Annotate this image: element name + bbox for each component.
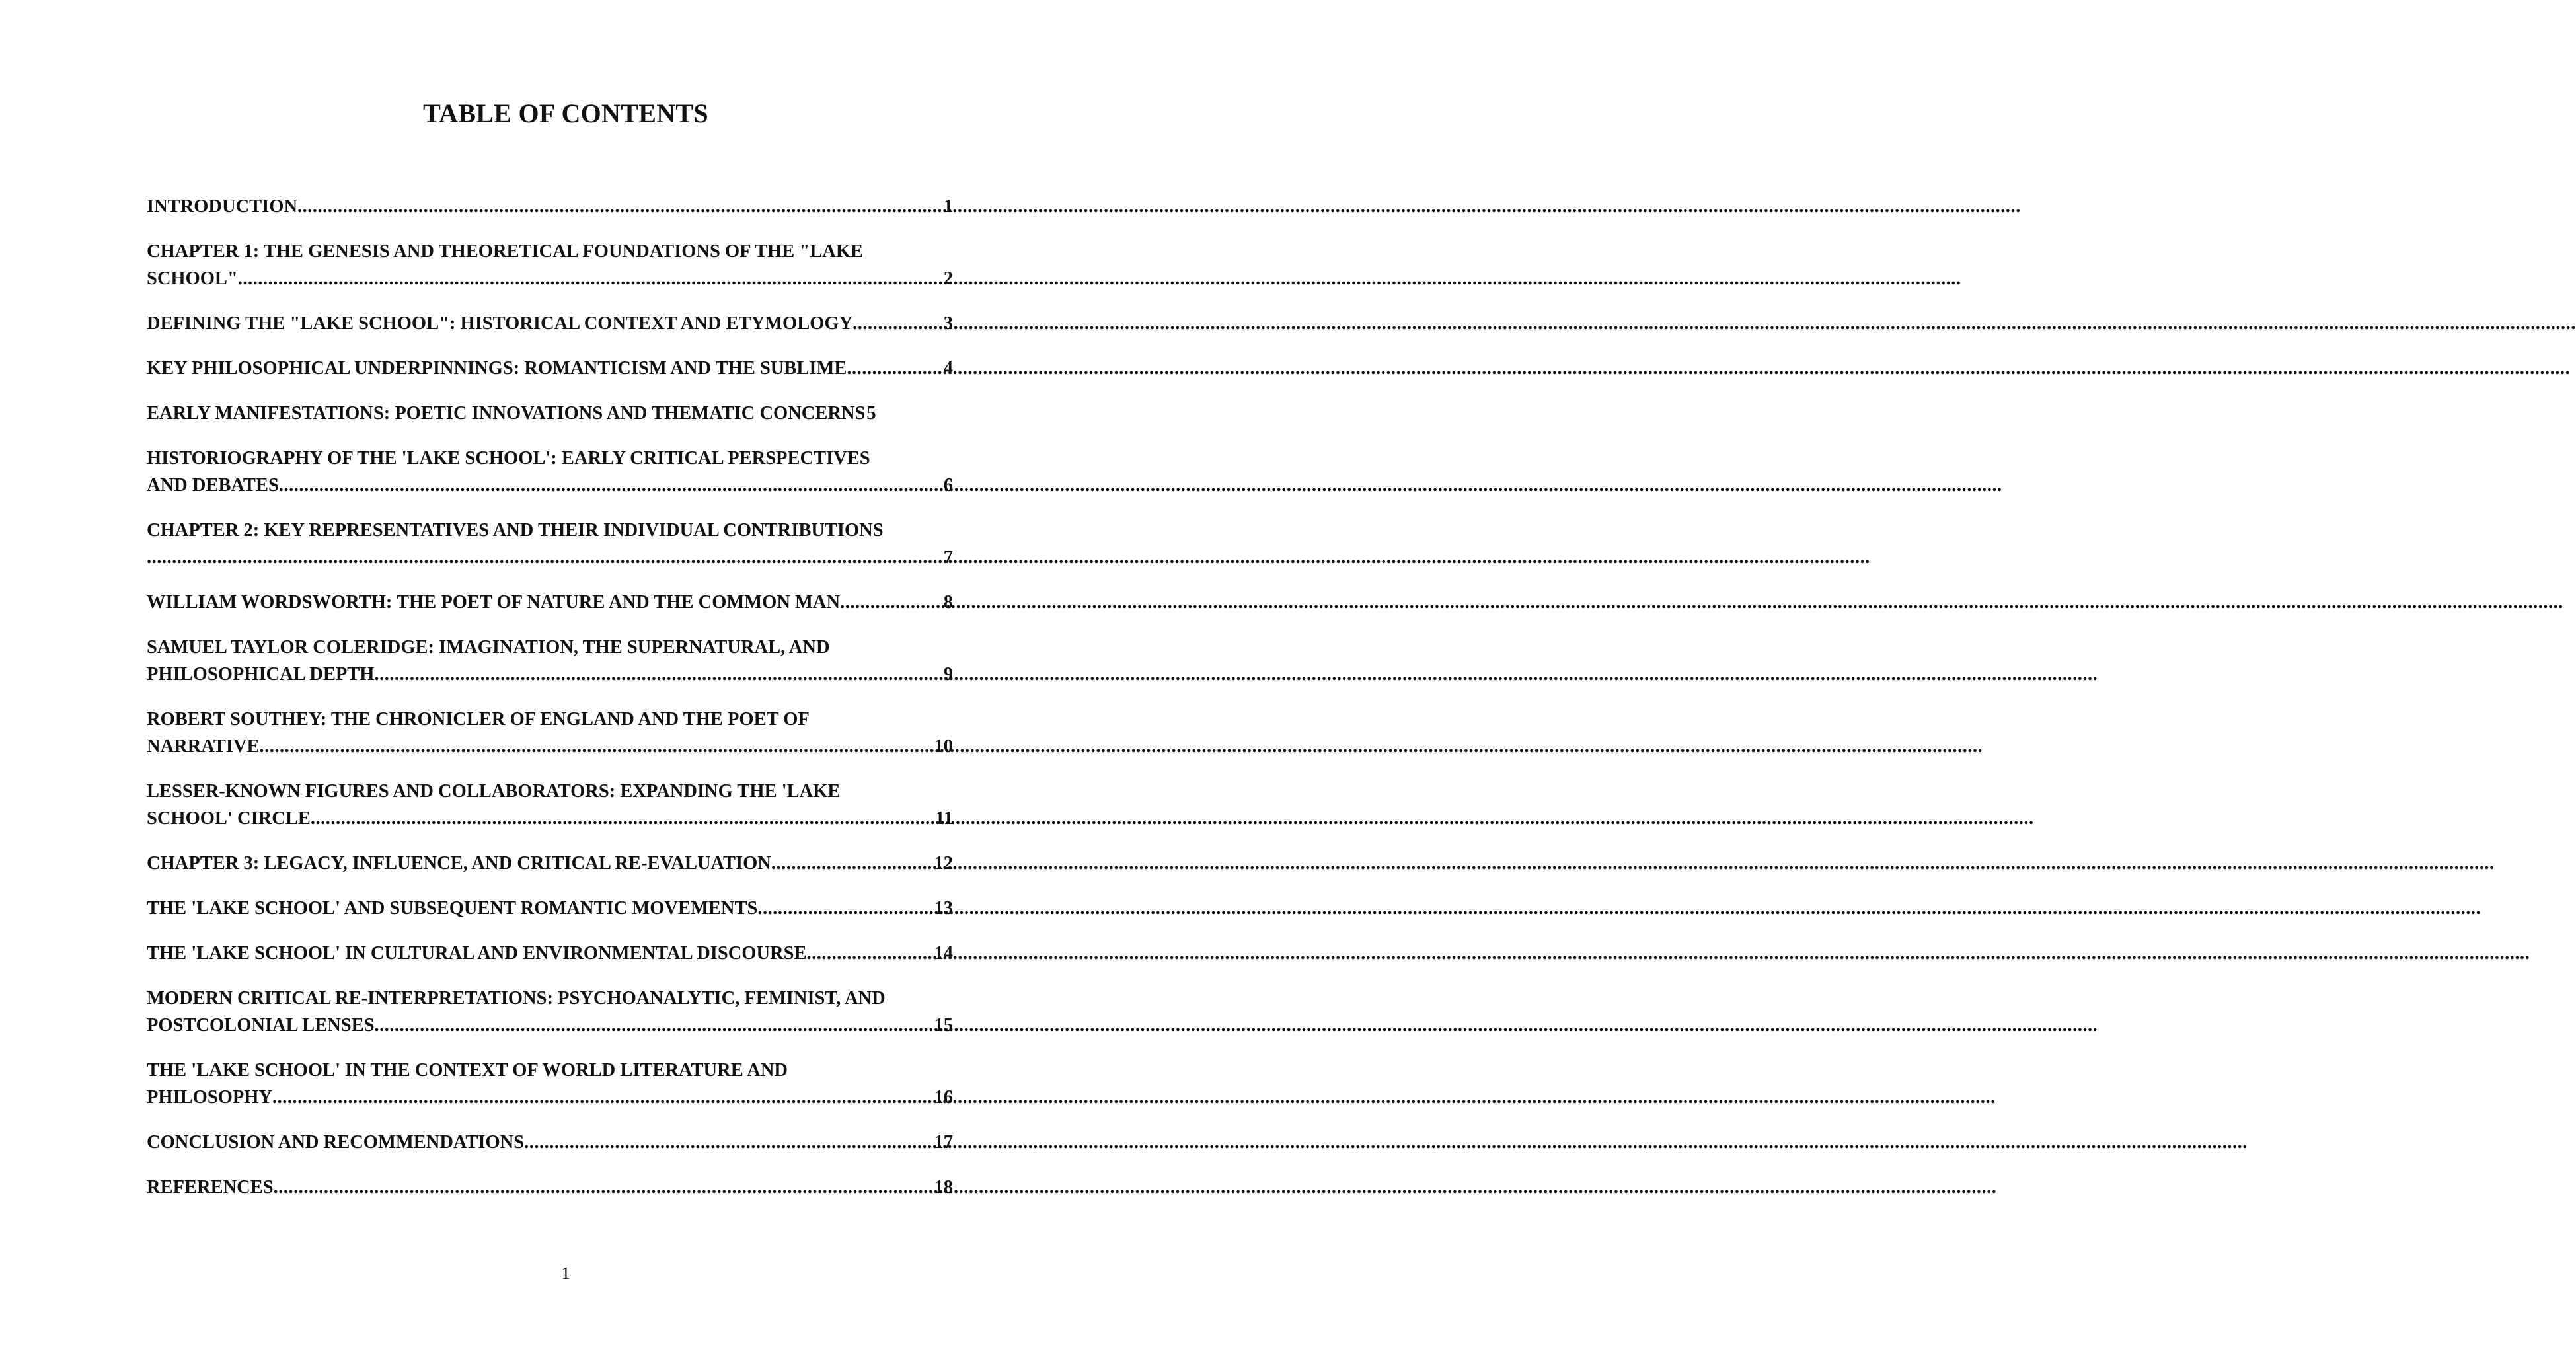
toc-page-number: 3 xyxy=(943,313,953,334)
toc-entry-title: CHAPTER 3: LEGACY, INFLUENCE, AND CRITICAL RE-EVALUATION xyxy=(147,853,771,874)
toc-entry-title: SAMUEL TAYLOR COLERIDGE: IMAGINATION, THE SUPERNATURAL, AND xyxy=(147,637,830,658)
toc-entry-title: REFERENCES xyxy=(147,1177,274,1197)
toc-entry[interactable] xyxy=(147,778,953,832)
dot-leader xyxy=(260,733,933,760)
dot-leader xyxy=(852,310,942,337)
toc-page-number: 8 xyxy=(943,592,953,613)
toc-entry[interactable] xyxy=(147,517,953,571)
toc-page-number: 13 xyxy=(934,898,953,919)
toc-page-number: 7 xyxy=(943,547,953,568)
toc-page-number: 10 xyxy=(934,736,953,757)
toc-entry-title-continued: AND DEBATES xyxy=(147,475,279,496)
document-page xyxy=(0,0,1057,1368)
dot-leader xyxy=(374,661,942,688)
toc-entry[interactable] xyxy=(147,1174,953,1201)
toc-entry-title: ROBERT SOUTHEY: THE CHRONICLER OF ENGLAND AND THE POET OF xyxy=(147,709,810,730)
toc-entry-title: THE 'LAKE SCHOOL' AND SUBSEQUENT ROMANTIC MOVEMENTS xyxy=(147,898,758,919)
toc-entry-title: DEFINING THE "LAKE SCHOOL": HISTORICAL CONTEXT AND ETYMOLOGY xyxy=(147,313,853,334)
dot-leader xyxy=(238,265,942,292)
toc-page-number: 6 xyxy=(943,475,953,496)
toc-entry-title: THE 'LAKE SCHOOL' IN CULTURAL AND ENVIRONMENTAL DISCOURSE xyxy=(147,943,807,964)
dot-leader xyxy=(297,193,942,220)
toc-entry[interactable] xyxy=(147,589,953,616)
toc-entry-title-continued: PHILOSOPHICAL DEPTH xyxy=(147,664,375,685)
dot-leader xyxy=(840,589,942,616)
dot-leader xyxy=(771,850,933,877)
dot-leader xyxy=(375,1012,933,1039)
toc-page-number: 15 xyxy=(934,1015,953,1036)
toc-entry[interactable] xyxy=(147,940,953,967)
dot-leader xyxy=(311,805,934,832)
toc-page-number: 18 xyxy=(934,1177,953,1197)
toc-entry-title: INTRODUCTION xyxy=(147,196,298,217)
toc-entry-title: CONCLUSION AND RECOMMENDATIONS xyxy=(147,1132,525,1153)
toc-entry-title: CHAPTER 2: KEY REPRESENTATIVES AND THEIR INDIVIDUAL CONTRIBUTIONS xyxy=(147,520,884,541)
dot-leader xyxy=(524,1129,932,1156)
toc-entry[interactable] xyxy=(147,985,953,1039)
toc-page-number: 2 xyxy=(943,268,953,289)
dot-leader xyxy=(272,1084,932,1111)
toc-page-number: 9 xyxy=(943,664,953,685)
toc-entry-title: MODERN CRITICAL RE-INTERPRETATIONS: PSYCHOANALYTIC, FEMINIST, AND xyxy=(147,988,886,1008)
toc-entry[interactable] xyxy=(147,193,953,220)
toc-entry[interactable] xyxy=(147,400,953,427)
toc-entry[interactable] xyxy=(147,445,953,499)
toc-entry-title-continued: SCHOOL' CIRCLE xyxy=(147,808,311,829)
dot-leader xyxy=(847,355,942,382)
dot-leader xyxy=(274,1174,933,1201)
toc-entry-title: WILLIAM WORDSWORTH: THE POET OF NATURE AND THE COMMON MAN xyxy=(147,592,841,613)
toc-entry[interactable] xyxy=(147,895,953,922)
toc-entry[interactable] xyxy=(147,1057,953,1111)
toc-page-number: 11 xyxy=(935,808,953,829)
toc-entry-title: LESSER-KNOWN FIGURES AND COLLABORATORS: EXPANDING THE 'LAKE xyxy=(147,781,841,802)
toc-entry-title: HISTORIOGRAPHY OF THE 'LAKE SCHOOL': EARLY CRITICAL PERSPECTIVES xyxy=(147,448,870,469)
toc-entry-title-continued: SCHOOL" xyxy=(147,268,238,289)
dot-leader xyxy=(757,895,932,922)
toc-entry-title-continued: PHILOSOPHY xyxy=(147,1087,273,1108)
toc-page-number: 16 xyxy=(934,1087,953,1108)
dot-leader xyxy=(807,940,933,967)
toc-page-number: 17 xyxy=(934,1132,953,1153)
toc-entry[interactable] xyxy=(147,850,953,877)
dot-leader xyxy=(279,472,942,499)
toc-page-number: 4 xyxy=(943,358,953,379)
dot-leader xyxy=(147,544,942,571)
toc-entry[interactable] xyxy=(147,355,953,382)
toc-entry-title: THE 'LAKE SCHOOL' IN THE CONTEXT OF WORLD LITERATURE AND xyxy=(147,1060,788,1081)
toc-entry-title-continued: NARRATIVE xyxy=(147,736,260,757)
toc-entry[interactable] xyxy=(147,634,953,688)
toc-page-number: 12 xyxy=(934,853,953,874)
page-number: 1 xyxy=(561,1264,570,1283)
toc-entry-title-continued: POSTCOLONIAL LENSES xyxy=(147,1015,375,1036)
toc-entry-title: EARLY MANIFESTATIONS: POETIC INNOVATIONS AND THEMATIC CONCERNS xyxy=(147,403,866,424)
toc-entry[interactable] xyxy=(147,238,953,292)
toc-page-number: 5 xyxy=(866,403,876,424)
toc-entry-title: KEY PHILOSOPHICAL UNDERPINNINGS: ROMANTICISM AND THE SUBLIME xyxy=(147,358,847,379)
toc-entry[interactable] xyxy=(147,310,953,337)
toc-entry-title: CHAPTER 1: THE GENESIS AND THEORETICAL FOUNDATIONS OF THE "LAKE xyxy=(147,241,864,262)
table-of-contents xyxy=(147,193,966,1219)
toc-entry[interactable] xyxy=(147,1129,953,1156)
toc-entry[interactable] xyxy=(147,706,953,760)
toc-page-number: 1 xyxy=(943,196,953,217)
page-title: TABLE OF CONTENTS xyxy=(423,98,708,128)
toc-page-number: 14 xyxy=(934,943,953,964)
